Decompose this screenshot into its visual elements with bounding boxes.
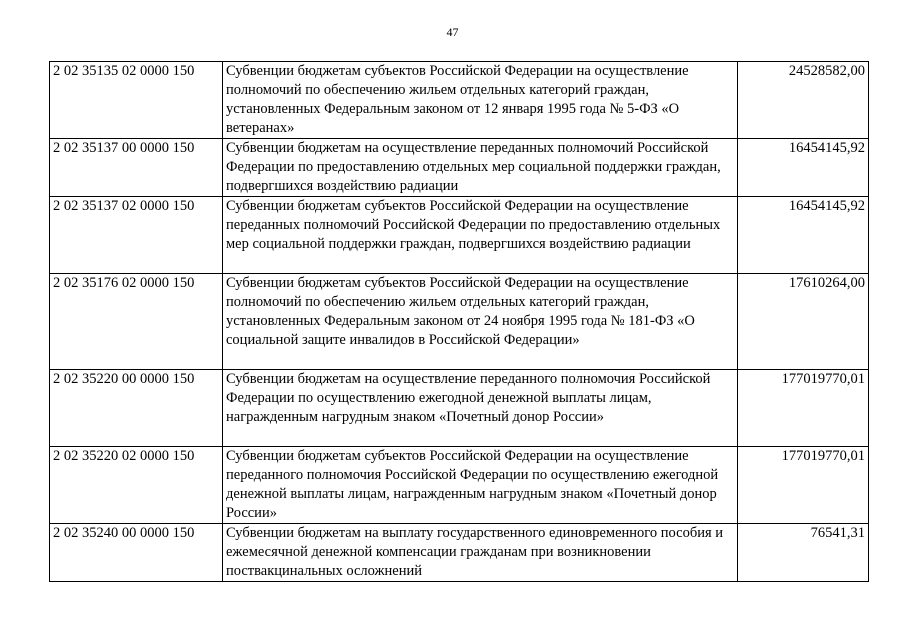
page-number: 47 <box>446 25 459 39</box>
table-row <box>50 274 869 370</box>
income-name-cell: Субвенции бюджетам на осуществление переданного полномочия Российской Федерации по осуществлению ежегодной денежной выплаты лицам, награжденным нагрудным знаком «Почетный донор России» <box>223 370 738 447</box>
table-row <box>50 139 869 197</box>
amount-cell: 76541,31 <box>738 524 869 582</box>
table-row <box>50 62 869 139</box>
amount-cell: 24528582,00 <box>738 62 869 139</box>
budget-code-cell: 2 02 35137 02 0000 150 <box>50 197 223 274</box>
income-name-cell: Субвенции бюджетам субъектов Российской Федерации на осуществление переданного полномочия Российской Федерации по осуществлению ежегодной денежной выплаты лицам, награжденным нагрудным знаком «Почетный донор России» <box>223 447 738 524</box>
income-name-cell: Субвенции бюджетам на осуществление переданных полномочий Российской Федерации по предоставлению отдельных мер социальной поддержки граждан, подвергшихся воздействию радиации <box>223 139 738 197</box>
amount-cell: 16454145,92 <box>738 197 869 274</box>
table-row <box>50 197 869 274</box>
table-row <box>50 370 869 447</box>
income-name-cell: Субвенции бюджетам субъектов Российской Федерации на осуществление переданных полномочий Российской Федерации по предоставлению отдельных мер социальной поддержки граждан, подвергшихся воздействию радиации <box>223 197 738 274</box>
budget-code-cell: 2 02 35176 02 0000 150 <box>50 274 223 370</box>
table-row <box>50 447 869 524</box>
income-name-cell: Субвенции бюджетам на выплату государственного единовременного пособия и ежемесячной денежной компенсации гражданам при возникновении поствакцинальных осложнений <box>223 524 738 582</box>
amount-cell: 16454145,92 <box>738 139 869 197</box>
income-name-cell: Субвенции бюджетам субъектов Российской Федерации на осуществление полномочий по обеспечению жильем отдельных категорий граждан, установленных Федеральным законом от 24 ноября 1995 года № 181-ФЗ «О социальной защите инвалидов в Российской Федерации» <box>223 274 738 370</box>
budget-code-cell: 2 02 35137 00 0000 150 <box>50 139 223 197</box>
amount-cell: 177019770,01 <box>738 370 869 447</box>
budget-code-cell: 2 02 35220 00 0000 150 <box>50 370 223 447</box>
amount-cell: 177019770,01 <box>738 447 869 524</box>
budget-code-cell: 2 02 35220 02 0000 150 <box>50 447 223 524</box>
budget-code-cell: 2 02 35135 02 0000 150 <box>50 62 223 139</box>
budget-code-cell: 2 02 35240 00 0000 150 <box>50 524 223 582</box>
budget-table <box>49 61 869 582</box>
income-name-cell: Субвенции бюджетам субъектов Российской Федерации на осуществление полномочий по обеспечению жильем отдельных категорий граждан, установленных Федеральным законом от 12 января 1995 года № 5-ФЗ «О ветеранах» <box>223 62 738 139</box>
amount-cell: 17610264,00 <box>738 274 869 370</box>
table-row <box>50 524 869 582</box>
